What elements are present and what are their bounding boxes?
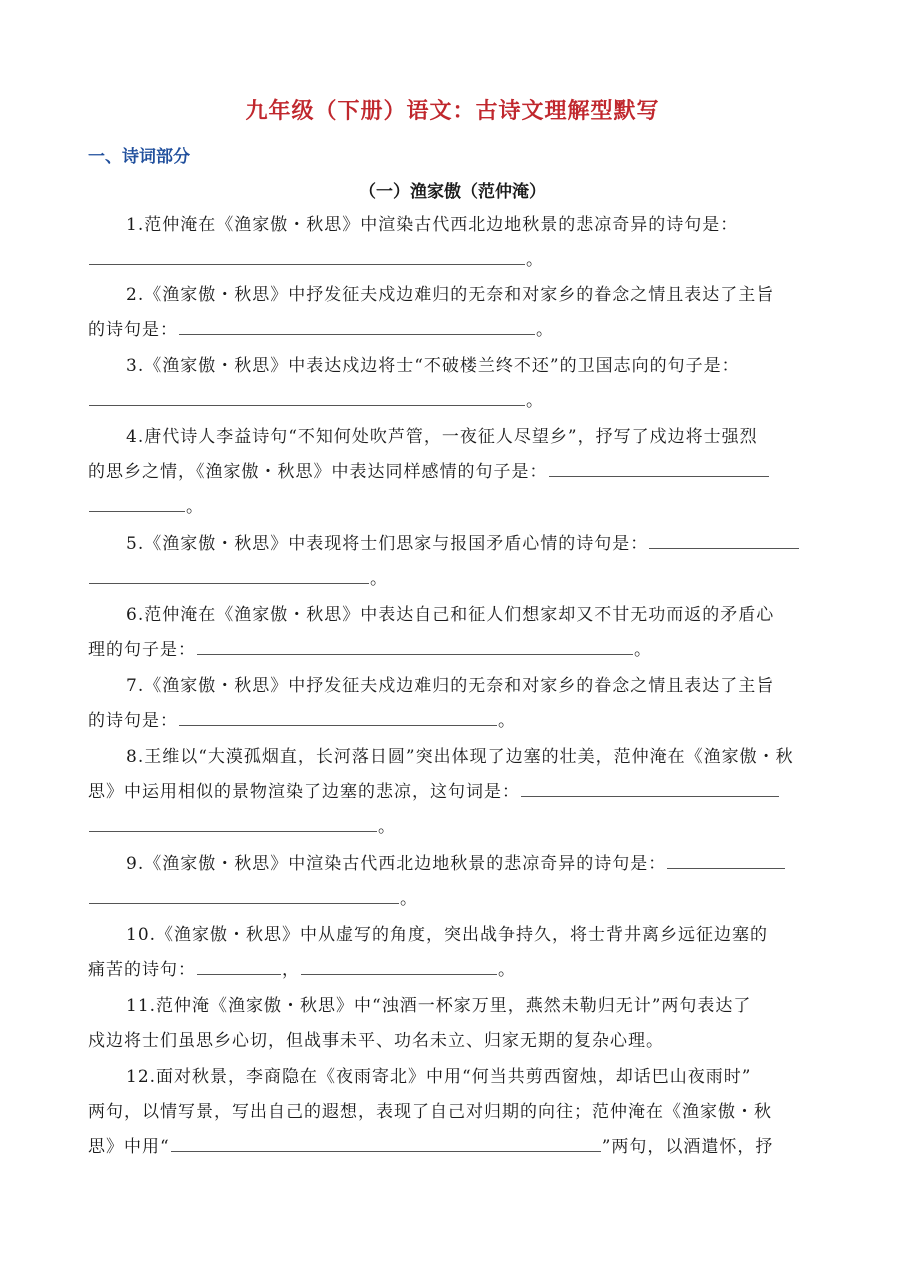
question-text: 两句，以情写景，写出自己的遐想，表现了自己对归期的向往；范仲淹在《渔家傲・秋 [88, 1102, 772, 1122]
question-text: 3.《渔家傲・秋思》中表达戍边将士“不破楼兰终不还”的卫国志向的句子是： [126, 356, 740, 376]
question-1: 1.范仲淹在《渔家傲・秋思》中渲染古代西北边地秋景的悲凉奇异的诗句是： 。 [88, 208, 816, 278]
answer-blank[interactable] [197, 954, 281, 975]
question-text: 8.王维以“大漠孤烟直，长河落日圆”突出体现了边塞的壮美，范仲淹在《渔家傲・秋 [126, 747, 794, 767]
question-text: 10.《渔家傲・秋思》中从虚写的角度，突出战争持久，将士背井离乡远征边塞的 [126, 925, 769, 945]
answer-blank[interactable] [649, 528, 799, 549]
question-text: 2.《渔家傲・秋思》中抒发征夫戍边难归的无奈和对家乡的眷念之情且表达了主旨 [126, 285, 775, 305]
page-title: 九年级（下册）语文：古诗文理解型默写 [245, 98, 660, 124]
subsection-heading: （一）渔家傲（范仲淹） [359, 182, 546, 202]
question-text: 戍边将士们虽思乡心切，但战事未平、功名未立、归家无期的复杂心理。 [88, 1031, 664, 1051]
question-text: 9.《渔家傲・秋思》中渲染古代西北边地秋景的悲凉奇异的诗句是： [126, 854, 667, 874]
question-6: 6.范仲淹在《渔家傲・秋思》中表达自己和征人们想家却又不甘无功而返的矛盾心 理的句子是： 。 [88, 598, 816, 668]
question-10: 10.《渔家傲・秋思》中从虚写的角度，突出战争持久，将士背井离乡远征边塞的 痛苦的诗句： ， 。 [88, 918, 816, 988]
question-text: 7.《渔家傲・秋思》中抒发征夫戍边难归的无奈和对家乡的眷念之情且表达了主旨 [126, 676, 775, 696]
question-5: 5.《渔家傲・秋思》中表现将士们思家与报国矛盾心情的诗句是： 。 [88, 527, 816, 597]
answer-blank[interactable] [89, 385, 525, 406]
answer-blank[interactable] [89, 244, 525, 265]
question-text: 4.唐代诗人李益诗句“不知何处吹芦管，一夜征人尽望乡”，抒写了戍边将士强烈 [126, 427, 758, 447]
answer-blank[interactable] [197, 634, 633, 655]
question-text: 6.范仲淹在《渔家傲・秋思》中表达自己和征人们想家却又不甘无功而返的矛盾心 [126, 605, 775, 625]
question-text: 12.面对秋景，李商隐在《夜雨寄北》中用“何当共剪西窗烛，却话巴山夜雨时” [126, 1067, 752, 1087]
question-text: 5.《渔家傲・秋思》中表现将士们思家与报国矛盾心情的诗句是： [126, 534, 649, 554]
section-heading: 一、诗词部分 [88, 147, 190, 167]
answer-blank[interactable] [179, 314, 535, 335]
answer-blank[interactable] [179, 705, 497, 726]
question-3: 3.《渔家傲・秋思》中表达戍边将士“不破楼兰终不还”的卫国志向的句子是： 。 [88, 349, 816, 419]
answer-blank[interactable] [89, 491, 185, 512]
question-11 [88, 989, 816, 1059]
question-2: 2.《渔家傲・秋思》中抒发征夫戍边难归的无奈和对家乡的眷念之情且表达了主旨 的诗句是： 。 [88, 278, 816, 348]
answer-blank[interactable] [301, 954, 497, 975]
question-9: 9.《渔家傲・秋思》中渲染古代西北边地秋景的悲凉奇异的诗句是： 。 [88, 847, 816, 917]
question-text: 1.范仲淹在《渔家傲・秋思》中渲染古代西北边地秋景的悲凉奇异的诗句是： [126, 215, 739, 235]
question-4: 4.唐代诗人李益诗句“不知何处吹芦管，一夜征人尽望乡”，抒写了戍边将士强烈 的思乡之情，《渔家傲・秋思》中表达同样感情的句子是： 。 [88, 420, 816, 525]
answer-blank[interactable] [89, 883, 399, 904]
question-12: 12.面对秋景，李商隐在《夜雨寄北》中用“何当共剪西窗烛，却话巴山夜雨时” 两句，以情写景，写出自己的遐想，表现了自己对归期的向往；范仲淹在《渔家傲・秋 思》中用“ ”两句，以酒遣怀，抒 [88, 1060, 816, 1165]
answer-blank[interactable] [89, 563, 369, 584]
answer-blank[interactable] [549, 456, 769, 477]
question-7: 7.《渔家傲・秋思》中抒发征夫戍边难归的无奈和对家乡的眷念之情且表达了主旨 的诗句是： 。 [88, 669, 816, 739]
answer-blank[interactable] [667, 848, 785, 869]
question-text: 11.范仲淹《渔家傲・秋思》中“浊酒一杯家万里，燕然未勒归无计”两句表达了 [126, 996, 752, 1016]
answer-blank[interactable] [521, 776, 779, 797]
answer-blank[interactable] [89, 811, 377, 832]
answer-blank[interactable] [171, 1131, 601, 1152]
question-8: 8.王维以“大漠孤烟直，长河落日圆”突出体现了边塞的壮美，范仲淹在《渔家傲・秋 思》中运用相似的景物渲染了边塞的悲凉，这句词是： 。 [88, 740, 816, 845]
